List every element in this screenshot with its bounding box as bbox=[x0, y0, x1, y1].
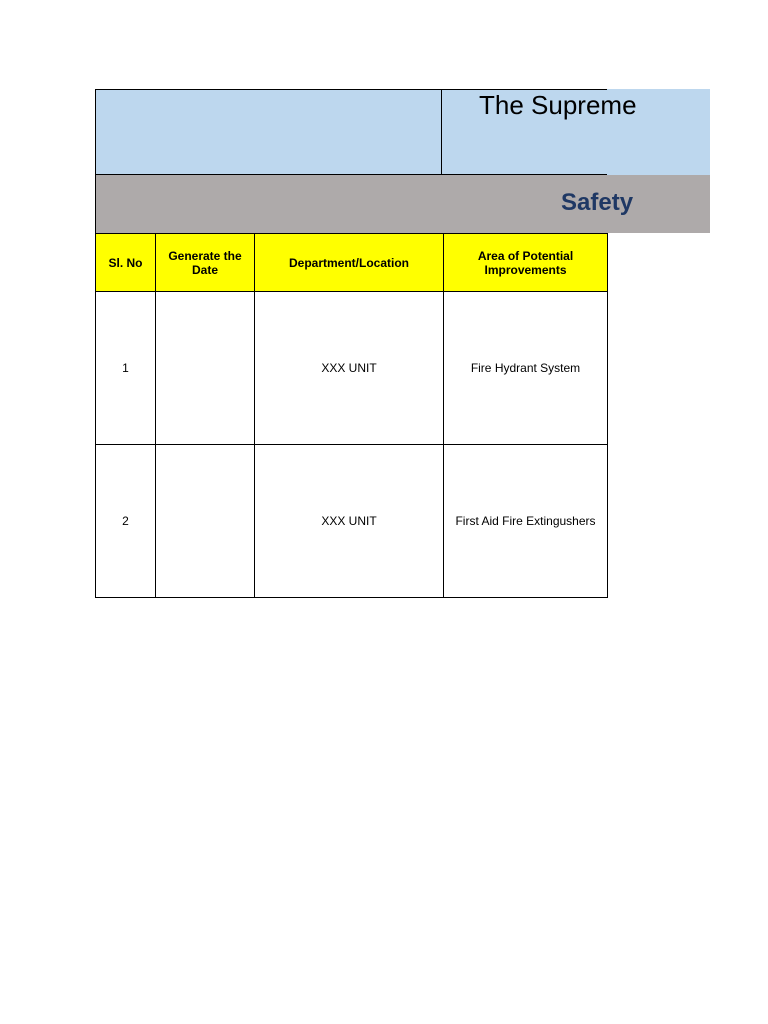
inspection-table bbox=[95, 233, 608, 598]
subtitle-merged-cell[interactable] bbox=[95, 175, 634, 233]
column-header-date[interactable]: Generate the Date bbox=[156, 234, 255, 292]
cell-department[interactable]: XXX UNIT bbox=[255, 292, 444, 445]
report-title: The Supreme bbox=[479, 90, 637, 120]
cell-department[interactable]: XXX UNIT bbox=[255, 445, 444, 598]
title-merged-cell-right[interactable] bbox=[442, 89, 637, 175]
column-header-department[interactable]: Department/Location bbox=[255, 234, 444, 292]
table-header-row bbox=[96, 234, 608, 292]
column-header-sl-no[interactable]: Sl. No bbox=[96, 234, 156, 292]
cell-area[interactable]: First Aid Fire Extingushers bbox=[444, 445, 608, 598]
title-merged-cell-left[interactable] bbox=[95, 89, 442, 175]
cell-area[interactable]: Fire Hydrant System bbox=[444, 292, 608, 445]
cell-date[interactable] bbox=[156, 445, 255, 598]
table-row bbox=[96, 445, 608, 598]
cell-date[interactable] bbox=[156, 292, 255, 445]
report-subtitle: Safety bbox=[561, 189, 634, 216]
table-row bbox=[96, 292, 608, 445]
column-header-area[interactable]: Area of Potential Improvements bbox=[444, 234, 608, 292]
cell-sl-no[interactable]: 1 bbox=[96, 292, 156, 445]
cell-sl-no[interactable]: 2 bbox=[96, 445, 156, 598]
